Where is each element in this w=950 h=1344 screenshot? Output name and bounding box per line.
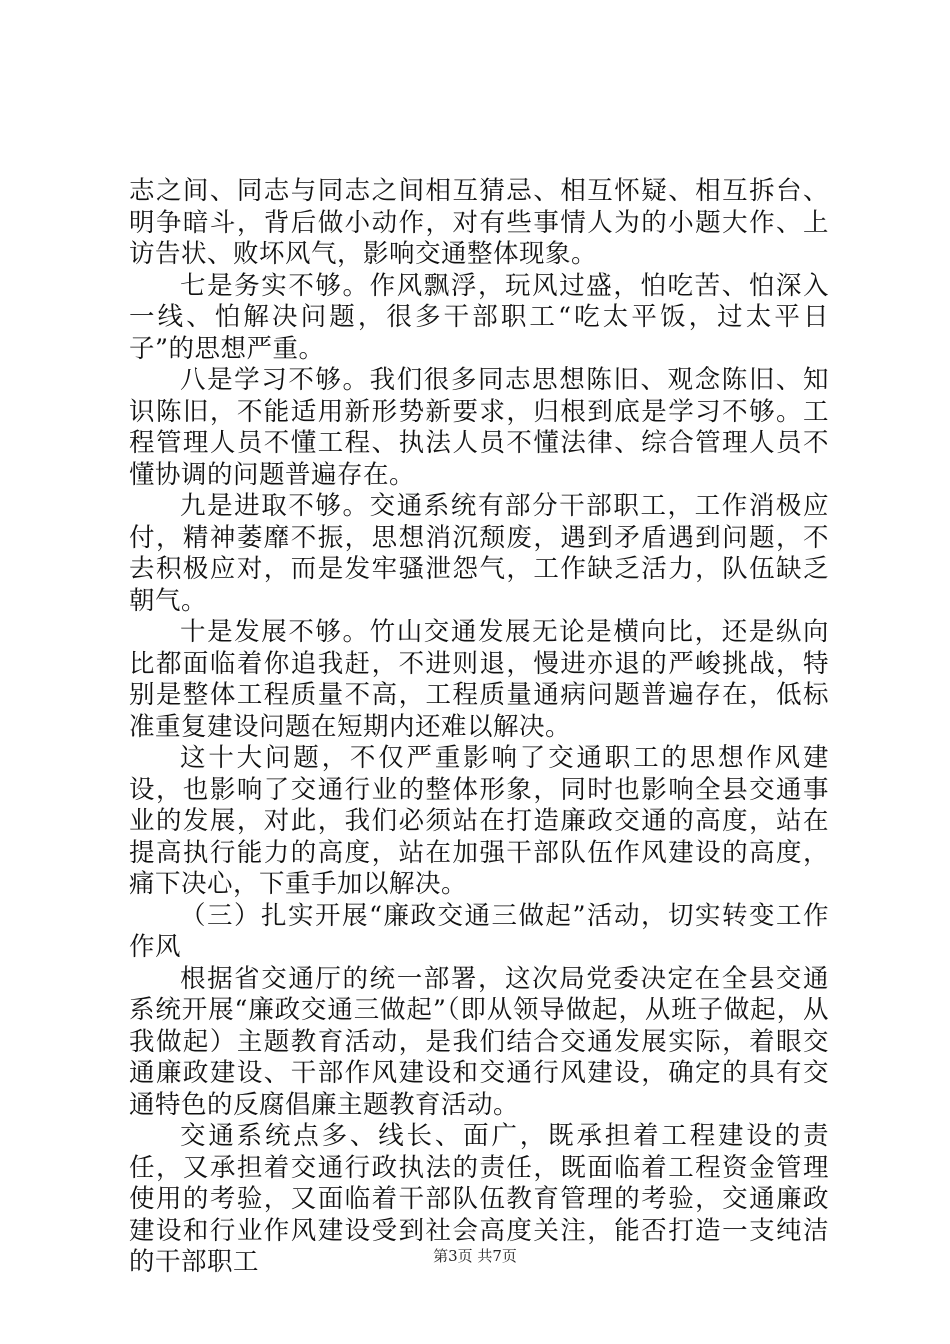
paragraph-point-eight: 八是学习不够。我们很多同志思想陈旧、观念陈旧、知识陈旧，不能适用新形势新要求，归根到底是学习不够。工程管理人员不懂工程、执法人员不懂法律、综合管理人员不懂协调的问题普遍存在。 <box>129 365 829 490</box>
section-heading: （三）扎实开展“廉政交通三做起”活动，切实转变工作作风 <box>129 900 829 962</box>
paragraph-responsibility: 交通系统点多、线长、面广，既承担着工程建设的责任，又承担着交通行政执法的责任，既面临着工程资金管理使用的考验，又面临着干部队伍教育管理的考验，交通廉政建设和行业作风建设受到社会高度关注，能否打造一支纯洁的干部职工 <box>129 1121 829 1277</box>
paragraph-point-ten: 十是发展不够。竹山交通发展无论是横向比，还是纵向比都面临着你追我赶，不进则退，慢进亦退的严峻挑战，特别是整体工程质量不高，工程质量通病问题普遍存在，低标准重复建设问题在短期内还难以解决。 <box>129 617 829 742</box>
paragraph-point-nine: 九是进取不够。交通系统有部分干部职工，工作消极应付，精神萎靡不振，思想消沉颓废，遇到矛盾遇到问题，不去积极应对，而是发牢骚泄怨气，工作缺乏活力，队伍缺乏朝气。 <box>129 491 829 616</box>
page-number-footer: 第3页 共7页 <box>433 1247 517 1265</box>
document-body <box>129 176 829 1279</box>
paragraph-summary: 这十大问题，不仅严重影响了交通职工的思想作风建设，也影响了交通行业的整体形象，同时也影响全县交通事业的发展，对此，我们必须站在打造廉政交通的高度，站在提高执行能力的高度，站在加强干部队伍作风建设的高度，痛下决心，下重手加以解决。 <box>129 743 829 899</box>
paragraph-point-seven: 七是务实不够。作风飘浮，玩风过盛，怕吃苦、怕深入一线、怕解决问题，很多干部职工“吃太平饭，过太平日子”的思想严重。 <box>129 270 829 364</box>
paragraph-continuation: 志之间、同志与同志之间相互猜忌、相互怀疑、相互拆台、明争暗斗，背后做小动作，对有些事情人为的小题大作、上访告状、败坏风气，影响交通整体现象。 <box>129 176 829 269</box>
paragraph-deployment: 根据省交通厅的统一部署，这次局党委决定在全县交通系统开展“廉政交通三做起”（即从领导做起，从班子做起，从我做起）主题教育活动，是我们结合交通发展实际，着眼交通廉政建设、干部作风建设和交通行风建设，确定的具有交通特色的反腐倡廉主题教育活动。 <box>129 963 829 1120</box>
